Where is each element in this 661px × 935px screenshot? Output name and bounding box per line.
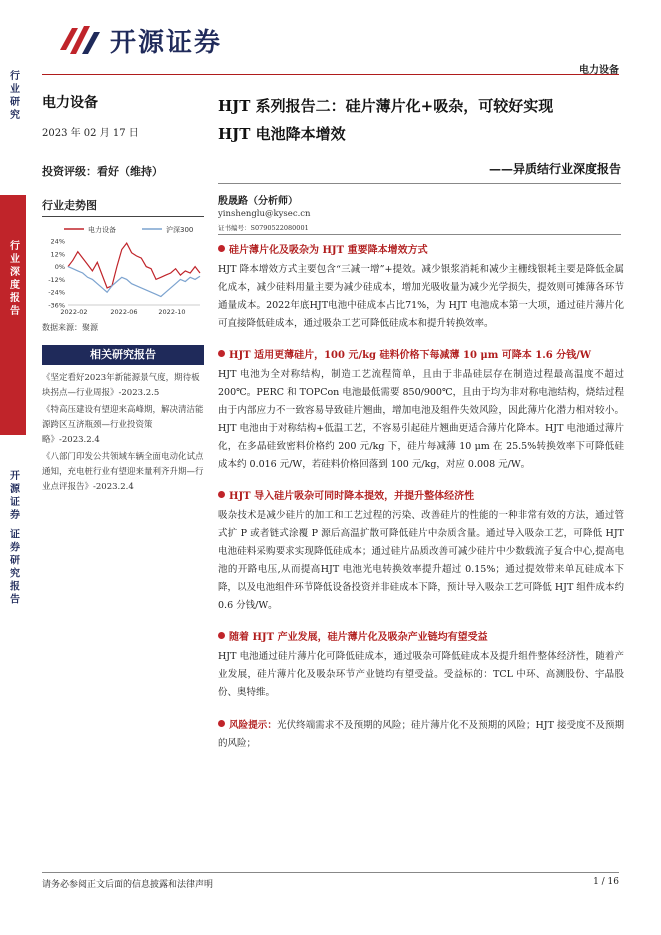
brand-logo — [58, 20, 222, 60]
x-tick-label: 2022-02 — [60, 308, 88, 316]
logo-mark-icon — [58, 20, 102, 60]
section — [218, 489, 624, 615]
bullet-icon — [218, 491, 225, 498]
report-title — [218, 92, 624, 148]
section-text: HJT 降本增效方式主要包含“三减一增”+提效。减少银浆消耗和减少主栅线银耗主要是降低金属化成本，减少硅料用量主要为减少硅成本，增加光吸收量为减少光学损失，提效则可摊薄各环节通量成本。2022年底HJT电池中硅成本占比71%，为 HJT 电池成本第一大项，通过硅片薄片化可直接降低硅成本，通过吸杂工艺可降低硅成本和提升转换效率。 — [218, 264, 624, 329]
report-title-line2: HJT 电池降本增效 — [218, 125, 346, 143]
section — [218, 630, 624, 702]
footer-disclaimer: 请务必参阅正文后面的信息披露和法律声明 — [42, 880, 214, 890]
left-column — [42, 92, 204, 497]
bullet-icon — [218, 720, 225, 727]
bullet-icon — [218, 632, 225, 639]
y-tick-label: -36% — [48, 301, 65, 310]
side-strip-report-type: 行业深度报告 — [0, 195, 26, 435]
related-report-item[interactable]: 《特高压建设有望迎来高峰期，解决清洁能源跨区互济瓶颈—行业投资策略》-2023.2.4 — [42, 405, 204, 445]
analyst-email[interactable]: yinshenglu@kysec.cn — [218, 209, 311, 219]
section-heading: HJT 适用更薄硅片，100 元/kg 硅料价格下每减薄 10 μm 可降本 1.6 分钱/W — [218, 348, 624, 364]
y-tick-label: 0% — [54, 263, 65, 272]
related-report-item[interactable]: 《八部门印发公共领域车辆全面电动化试点通知，充电桩行业有望迎来量利齐升期—行业点评报告》-2023.2.4 — [42, 452, 204, 492]
section-heading: 随着 HJT 产业发展，硅片薄片化及吸杂产业链均有望受益 — [218, 630, 624, 646]
risk-label: 风险提示： — [229, 720, 277, 731]
footer-divider — [42, 872, 619, 873]
series-line — [68, 243, 200, 288]
section-heading: HJT 导入硅片吸杂可同时降本提效，并提升整体经济性 — [218, 489, 624, 505]
brand-name: 开源证券 — [110, 27, 223, 58]
bullet-icon — [218, 245, 225, 252]
header-divider — [42, 74, 619, 75]
report-body — [218, 243, 624, 768]
legend-label: 电力设备 — [88, 226, 116, 234]
section-text: 吸杂技术是减少硅片的加工和工艺过程的污染、改善硅片的性能的一种非常有效的方法，通过管式扩 P 或者链式涂覆 P 源后高温扩散可降低硅片中杂质含量。通过导入吸杂工艺，可降低 HJT 电池硅料采购要求实现降低硅成本；通过硅片品质改善可减少硅片中少数载流子复合中心,提高电池的开路电压,从而提高HJT 电池光电转换效率提升超过 0.15%；通过提效带来单瓦硅成本下降，以及电池组件环节降低设备投资并非硅成本下降，预计导入吸杂工艺可降低 HJT 组件成本约 0.6 分钱/W。 — [218, 510, 624, 611]
report-date: 2023 年 02 月 17 日 — [42, 128, 139, 139]
analyst-divider — [218, 234, 621, 235]
legend-label: 沪深300 — [166, 226, 194, 234]
risk-text — [218, 717, 624, 753]
section-text: HJT 电池通过硅片薄片化可降低硅成本，通过吸杂可降低硅成本及提升组件整体经济性，随着产业发展，硅片薄片化及吸杂环节产业链均有望受益。受益标的：TCL 中环、高测股份、宇晶股份、奥特维。 — [218, 651, 624, 698]
page-number: 1 / 16 — [593, 877, 619, 887]
industry-name: 电力设备 — [42, 95, 98, 111]
x-tick-label: 2022-10 — [158, 308, 186, 316]
related-reports-list — [42, 371, 204, 495]
subtitle-divider — [218, 183, 621, 184]
y-tick-label: 24% — [50, 237, 65, 246]
side-strip-brand: 开源证券 证券研究报告 — [0, 435, 26, 645]
bullet-icon — [218, 350, 225, 357]
analyst-name: 殷晟路（分析师） — [218, 196, 298, 207]
x-tick-label: 2022-06 — [110, 308, 138, 316]
series-line — [68, 267, 200, 297]
report-title-line1: HJT 系列报告二：硅片薄片化+吸杂，可较好实现 — [218, 97, 554, 115]
section — [218, 348, 624, 474]
trend-chart — [42, 223, 204, 318]
risk-section — [218, 717, 624, 753]
header-category: 电力设备 — [579, 65, 619, 76]
trend-chart-title: 行业走势图 — [42, 197, 204, 217]
investment-rating: 投资评级：看好（维持） — [42, 165, 163, 178]
section-text: HJT 电池为全对称结构，制造工艺流程简单，且由于非晶硅层存在制造过程最高温度不超过 200℃。PERC 和 TOPCon 电池最低需要 850/900℃，且由于均为非对称电池结构，烧结过程由于内部应力不一致容易导致硅片翘曲，增加电池及组件失效风险，因此薄片化潜力相对较小。HJT 电池由于对称结构+低温工艺，不容易引起硅片翘曲更适合薄片化降本。HJT 电池通过薄片化，在多晶硅致密料价格约 200 元/kg 下，硅片每减薄 10 μm 在 25.5%转换效率下可降低硅成本约 0.016 元/W，若硅料价格回落到 100 元/kg，对应 0.008 元/W。 — [218, 369, 624, 470]
risk-content: 光伏终端需求不及预期的风险；硅片薄片化不及预期的风险；HJT 接受度不及预期的风险； — [218, 720, 624, 749]
section — [218, 243, 624, 333]
related-report-item[interactable]: 《坚定看好2023年新能源景气度，期待板块拐点—行业周报》-2023.2.5 — [42, 373, 200, 398]
y-tick-label: -12% — [48, 275, 65, 284]
y-tick-label: 12% — [50, 250, 65, 259]
y-tick-label: -24% — [48, 288, 65, 297]
analyst-cert: 证书编号：S0790522080001 — [218, 224, 309, 232]
section-heading: 硅片薄片化及吸杂为 HJT 重要降本增效方式 — [218, 243, 624, 259]
report-subtitle: ——异质结行业深度报告 — [488, 162, 621, 176]
side-strip-research: 行业研究 — [0, 60, 26, 195]
data-source: 数据来源：聚源 — [42, 323, 98, 332]
related-reports-title: 相关研究报告 — [42, 345, 204, 365]
